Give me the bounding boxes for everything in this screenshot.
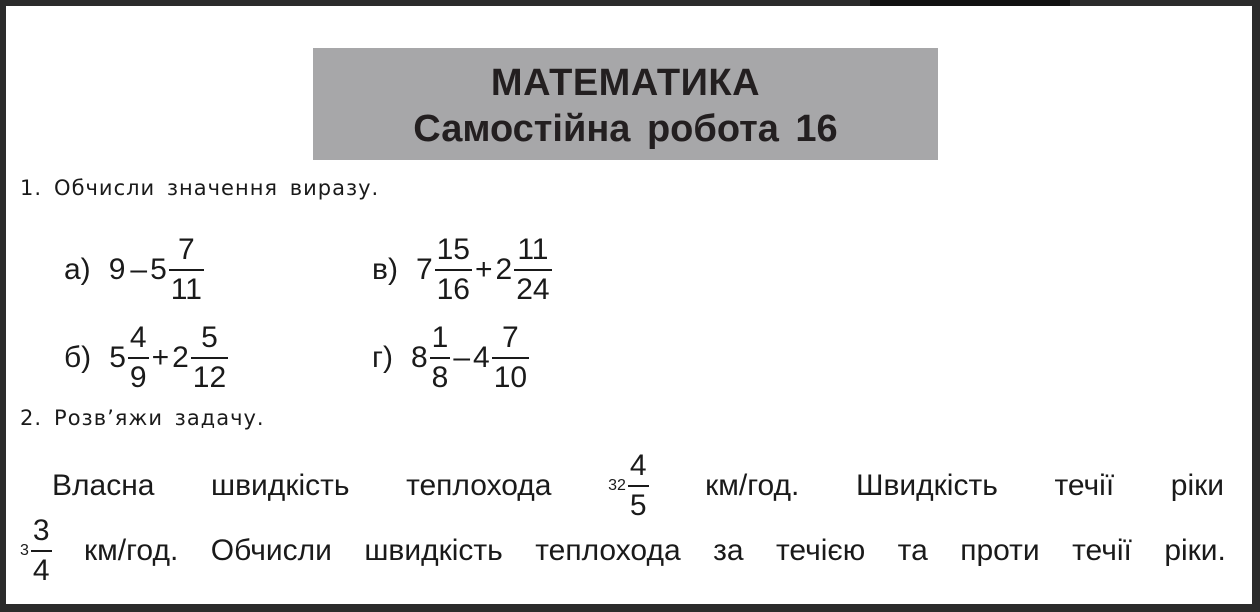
numerator: 4 (629, 449, 647, 482)
word: Обчисли (210, 534, 332, 567)
word: швидкість (211, 469, 350, 502)
fraction (169, 233, 204, 307)
word: за (713, 534, 744, 567)
operator-plus: + (151, 341, 170, 374)
whole-number: 2 (495, 253, 513, 286)
whole-number: 8 (410, 341, 428, 374)
task-2-title: Розв’яжи задачу. (54, 406, 265, 430)
denominator: 5 (628, 485, 649, 523)
expression-a (64, 220, 204, 320)
word: проти (960, 534, 1040, 567)
word: ріки (1170, 469, 1224, 502)
fraction (492, 321, 529, 395)
problem-line-2 (20, 511, 1226, 591)
task-1-title: Обчисли значення виразу. (54, 176, 380, 200)
fraction (435, 233, 472, 307)
whole-number: 4 (473, 341, 490, 374)
task-1-number: 1. (20, 176, 43, 200)
work-title: Самостійна робота 16 (413, 108, 838, 150)
current-speed-mixed-number (20, 514, 52, 588)
word: км/год. (84, 534, 179, 567)
denominator: 4 (31, 550, 52, 588)
denominator: 10 (492, 357, 529, 395)
word: швидкість (364, 534, 503, 567)
expression-g (372, 308, 529, 408)
whole-number: 3 (20, 542, 29, 559)
numerator: 7 (177, 233, 195, 266)
whole-number: 7 (415, 253, 433, 286)
denominator: 16 (435, 269, 472, 307)
word: течії (1072, 534, 1132, 567)
word: км/год. (705, 469, 800, 502)
word: Власна (52, 469, 155, 502)
expression-a-label: а) (64, 253, 91, 286)
task-1-heading (20, 176, 379, 200)
numerator: 5 (201, 321, 218, 354)
fraction (430, 321, 451, 395)
task-2-number: 2. (20, 406, 43, 430)
numerator: 1 (431, 321, 449, 354)
denominator: 12 (191, 357, 228, 395)
expression-v (372, 220, 552, 320)
expression-b-label: б) (64, 341, 92, 374)
word: ріки. (1164, 534, 1226, 567)
expression-b (64, 308, 228, 408)
word: течії (1054, 469, 1115, 502)
word: Швидкість (855, 469, 998, 502)
denominator: 8 (430, 357, 451, 395)
numerator: 15 (436, 233, 470, 266)
expression-v-label: в) (372, 253, 398, 286)
subject-title: МАТЕМАТИКА (490, 62, 761, 104)
operator-plus: + (475, 253, 493, 286)
numerator: 7 (502, 321, 519, 354)
fraction (128, 321, 149, 395)
word: течією (776, 534, 866, 567)
fraction (31, 514, 52, 588)
fraction (191, 321, 228, 395)
fraction (514, 233, 551, 307)
whole-number: 32 (608, 477, 626, 494)
operator-minus: – (453, 341, 470, 374)
whole-number: 5 (150, 253, 167, 286)
expression-g-label: г) (372, 341, 393, 374)
denominator: 11 (169, 269, 204, 307)
numerator: 4 (129, 321, 147, 354)
worksheet-page (6, 6, 1252, 604)
word: та (897, 534, 928, 567)
whole-number: 9 (108, 253, 126, 286)
denominator: 9 (128, 357, 149, 395)
whole-number: 5 (109, 341, 126, 374)
operator-minus: – (130, 253, 148, 286)
numerator: 3 (32, 514, 50, 547)
task-2-heading (20, 406, 265, 430)
title-banner (313, 48, 938, 160)
denominator: 24 (514, 269, 551, 307)
whole-number: 2 (172, 341, 189, 374)
word: теплохода (535, 534, 681, 567)
numerator: 11 (517, 233, 549, 266)
word: теплохода (406, 469, 552, 502)
